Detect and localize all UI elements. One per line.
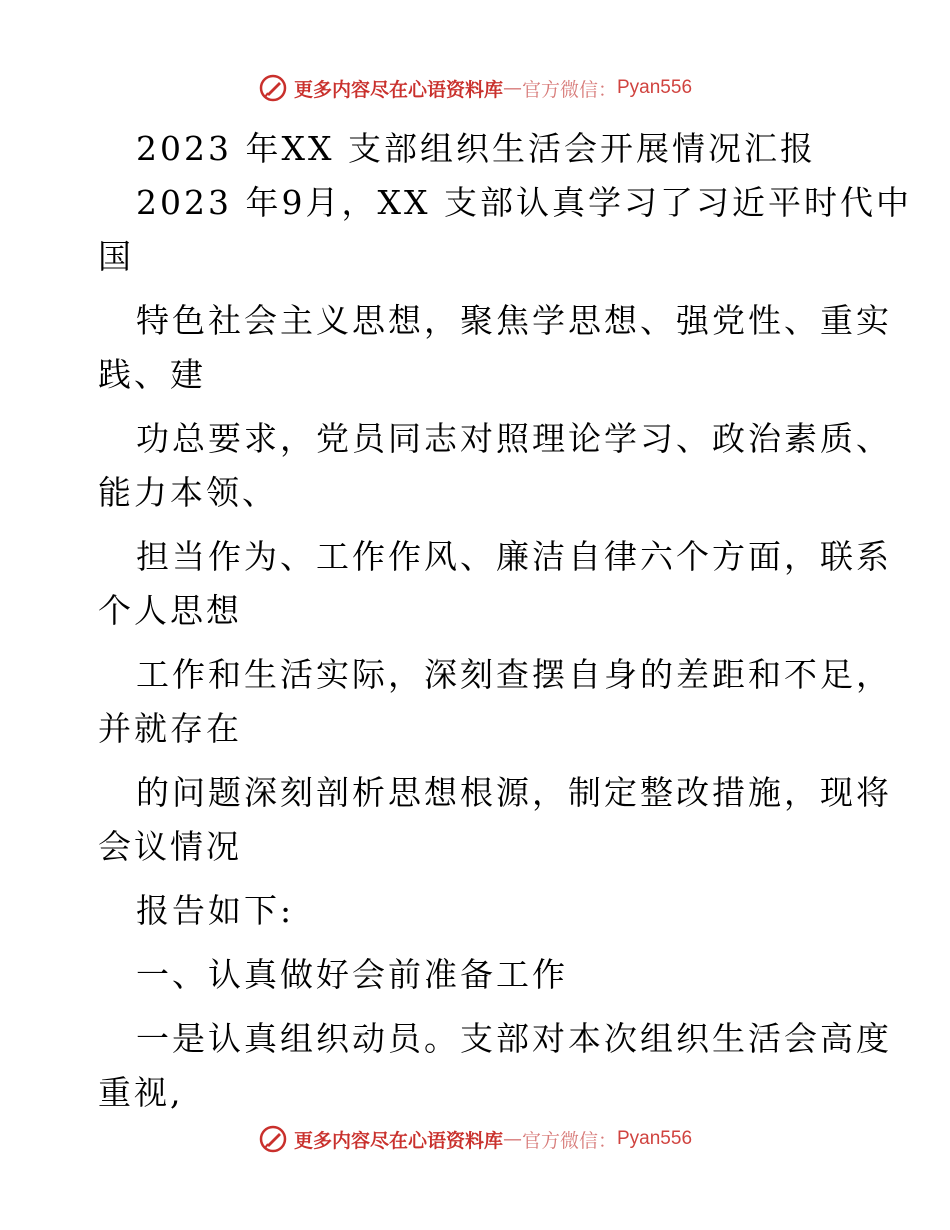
watermark-footer (0, 1124, 950, 1154)
quill-seal-icon (258, 1124, 288, 1154)
paragraph-line: 一是认真组织动员。支部对本次组织生活会高度 (136, 1019, 892, 1058)
paragraph-line: 特色社会主义思想，聚焦学思想、强党性、重实 (136, 301, 892, 340)
paragraph-line: 工作和生活实际，深刻查摆自身的差距和不足， (136, 655, 892, 694)
watermark-header (0, 73, 950, 103)
watermark-wechat-id: Pyan556 (617, 77, 693, 98)
watermark-sub-text: 官方微信： (521, 78, 617, 101)
section-heading: 一、认真做好会前准备工作 (136, 955, 568, 994)
document-title: 2023 年XX 支部组织生活会开展情况汇报 (136, 129, 816, 168)
paragraph-line: 重视, (98, 1073, 184, 1112)
paragraph-line: 并就存在 (98, 709, 242, 748)
watermark-dash: — (502, 77, 522, 99)
document-body (98, 122, 912, 1120)
paragraph-line: 担当作为、工作作风、廉洁自律六个方面，联系 (136, 537, 892, 576)
watermark-main-text: 更多内容尽在心语资料库 (293, 78, 503, 101)
paragraph-line: 报告如下: (136, 891, 295, 930)
paragraph-line: 的问题深刻剖析思想根源，制定整改措施，现将 (136, 773, 892, 812)
paragraph-line: 践、建 (98, 355, 206, 394)
paragraph-line: 能力本领、 (98, 473, 278, 512)
watermark-dash: — (502, 1128, 522, 1150)
paragraph-line: 2023 年9月，XX 支部认真学习了习近平时代中 (136, 183, 912, 222)
paragraph-line: 会议情况 (98, 827, 242, 866)
watermark-sub-text: 官方微信： (521, 1129, 617, 1152)
paragraph-line: 个人思想 (98, 591, 242, 630)
quill-seal-icon (258, 73, 288, 103)
watermark-main-text: 更多内容尽在心语资料库 (293, 1129, 503, 1152)
paragraph-line: 国 (98, 237, 134, 276)
paragraph-line: 功总要求，党员同志对照理论学习、政治素质、 (136, 419, 892, 458)
watermark-wechat-id: Pyan556 (617, 1128, 693, 1149)
